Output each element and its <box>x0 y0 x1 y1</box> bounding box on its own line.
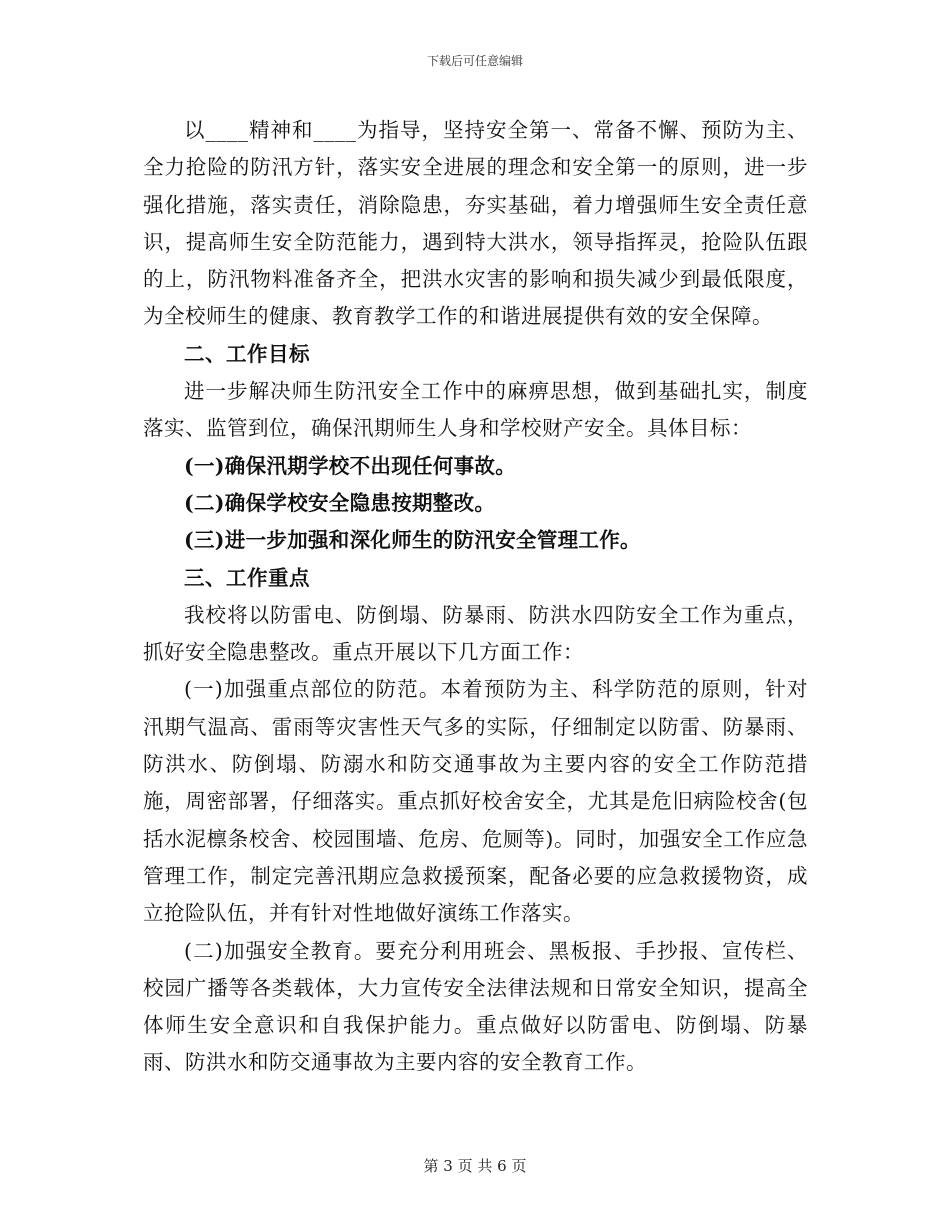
goal-item: (一)确保汛期学校不出现任何事故。 <box>184 453 516 478</box>
page-number: 第 3 页 共 6 页 <box>423 1157 527 1175</box>
focus-item-paragraph: (一)加强重点部位的防范。本着预防为主、科学防范的原则，针对汛期气温高、雷雨等灾害性天气多的实际，仔细制定以防雷、防暴雨、防洪水、防倒塌、防溺水和防交通事故为主要内容的安全工作防范措施，周密部署，仔细落实。重点抓好校舍安全，尤其是危旧病险校舍(包括水泥檩条校舍、校园围墙、危房、危厕等)。同时，加强安全工作应急管理工作，制定完善汛期应急救援预案，配备必要的应急救援物资，成立抢险队伍，并有针对性地做好演练工作落实。 <box>143 677 808 926</box>
goal-item: (二)确保学校安全隐患按期整改。 <box>184 490 496 515</box>
page-header: 下载后可任意编辑 <box>426 54 523 68</box>
document-body <box>143 112 808 1082</box>
goals-paragraph: 进一步解决师生防汛安全工作中的麻痹思想，做到基础扎实，制度落实、监管到位，确保汛期师生人身和学校财产安全。具体目标： <box>143 379 808 441</box>
section-heading-goals: 二、工作目标 <box>184 341 310 366</box>
focus-paragraph: 我校将以防雷电、防倒塌、防暴雨、防洪水四防安全工作为重点，抓好安全隐患整改。重点开展以下几方面工作： <box>143 602 808 665</box>
intro-paragraph: 以____精神和____为指导，坚持安全第一、常备不懈、预防为主、全力抢险的防汛方针，落实安全进展的理念和安全第一的原则，进一步强化措施，落实责任，消除隐患，夯实基础，着力增强师生安全责任意识，提高师生安全防范能力，遇到特大洪水，领导指挥灵，抢险队伍跟的上，防汛物料准备齐全，把洪水灾害的影响和损失减少到最低限度，为全校师生的健康、教育教学工作的和谐进展提供有效的安全保障。 <box>143 118 808 329</box>
focus-item-paragraph: (二)加强安全教育。要充分利用班会、黑板报、手抄报、宣传栏、校园广播等各类载体，大力宣传安全法律法规和日常安全知识，提高全体师生安全意识和自我保护能力。重点做好以防雷电、防倒塌、防暴雨、防洪水和防交通事故为主要内容的安全教育工作。 <box>143 938 808 1075</box>
section-heading-focus: 三、工作重点 <box>184 565 310 590</box>
goal-item: (三)进一步加强和深化师生的防汛安全管理工作。 <box>184 528 641 553</box>
